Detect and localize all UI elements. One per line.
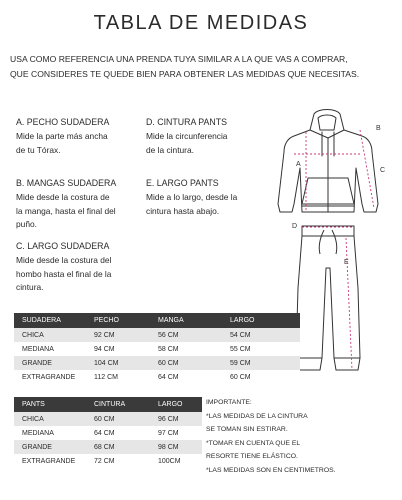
table-cell: 68 CM — [94, 440, 158, 454]
section-a-pecho — [16, 117, 109, 157]
note-line: RESORTE TIENE ELÁSTICO. — [206, 453, 298, 461]
table-cell: 60 CM — [94, 412, 158, 426]
table-cell: 104 CM — [94, 356, 158, 370]
table-row — [14, 412, 202, 426]
table-cell: GRANDE — [14, 356, 94, 370]
table-row — [14, 342, 300, 356]
section-heading: E. LARGO PANTS — [146, 178, 219, 188]
table-cell: 60 CM — [230, 370, 300, 384]
table-cell: 60 CM — [158, 356, 230, 370]
column-header: CINTURA — [94, 397, 158, 412]
table-cell: MEDIANA — [14, 342, 94, 356]
table-cell: 59 CM — [230, 356, 300, 370]
section-c-largo-sudadera — [16, 241, 111, 295]
table-cell: 94 CM — [94, 342, 158, 356]
table-row — [14, 356, 300, 370]
sudadera-size-table — [14, 313, 300, 384]
table-cell: CHICA — [14, 328, 94, 342]
table-cell: 100CM — [158, 454, 202, 468]
notes-title: IMPORTANTE: — [206, 399, 252, 406]
table-cell: 54 CM — [230, 328, 300, 342]
column-header: LARGO — [230, 313, 300, 328]
measure-lines — [294, 130, 374, 370]
table-row — [14, 440, 202, 454]
table-cell: 56 CM — [158, 328, 230, 342]
section-heading: C. LARGO SUDADERA — [16, 241, 110, 251]
table-header-row — [14, 397, 202, 412]
column-header: MANGA — [158, 313, 230, 328]
hoodie-drawing — [278, 110, 378, 213]
table-cell: 64 CM — [158, 370, 230, 384]
column-header: PECHO — [94, 313, 158, 328]
pants-drawing — [296, 226, 360, 370]
description-line: Mide la parte más ancha — [16, 131, 108, 141]
description-line: la manga, hasta el final del — [16, 205, 116, 216]
section-description — [16, 130, 109, 157]
table-cell: 72 CM — [94, 454, 158, 468]
section-heading: A. PECHO SUDADERA — [16, 117, 110, 127]
page-title: TABLA DE MEDIDAS — [93, 12, 309, 34]
table-cell: 64 CM — [94, 426, 158, 440]
note-line: *LAS MEDIDAS SON EN CENTIMETROS. — [206, 466, 336, 474]
description-line: Mide desde la costura de — [16, 192, 110, 202]
table-cell: CHICA — [14, 412, 94, 426]
section-heading: B. MANGAS SUDADERA — [16, 178, 117, 188]
description-line: Mide la circunferencia — [146, 131, 228, 141]
section-description — [16, 191, 116, 232]
intro-text — [10, 52, 402, 82]
intro-line: QUE CONSIDERES TE QUEDE BIEN PARA OBTENER LAS MEDIDAS QUE NECESITAS. — [10, 69, 360, 79]
important-notes — [206, 396, 336, 478]
label-b: B — [376, 125, 381, 132]
label-d: D — [292, 223, 298, 230]
pants-length-measure-line — [346, 238, 352, 370]
description-line: cintura hasta abajo. — [146, 205, 220, 216]
table-cell: MEDIANA — [14, 426, 94, 440]
table-row — [14, 370, 300, 384]
section-description — [146, 191, 237, 218]
note-line: SE TOMAN SIN ESTIRAR. — [206, 426, 288, 434]
label-c: C — [380, 167, 386, 174]
section-e-largo-pants — [146, 178, 237, 218]
pants-size-table — [14, 397, 202, 468]
table-cell: GRANDE — [14, 440, 94, 454]
table-cell: EXTRAGRANDE — [14, 454, 94, 468]
table-cell: 96 CM — [158, 412, 202, 426]
section-description — [146, 130, 227, 157]
section-heading: D. CINTURA PANTS — [146, 117, 227, 127]
table-cell: 92 CM — [94, 328, 158, 342]
sleeve-measure-line — [360, 130, 374, 208]
note-line: *TOMAR EN CUENTA QUE EL — [206, 439, 301, 447]
description-line: hombo hasta el final de la — [16, 268, 112, 279]
description-line: Mide desde la costura del — [16, 255, 112, 265]
column-header: SUDADERA — [14, 313, 94, 328]
column-header: PANTS — [14, 397, 94, 412]
table-cell: EXTRAGRANDE — [14, 370, 94, 384]
description-line: de tu Tórax. — [16, 144, 61, 155]
table-cell: 97 CM — [158, 426, 202, 440]
table-cell: 55 CM — [230, 342, 300, 356]
table-cell: 98 CM — [158, 440, 202, 454]
section-b-mangas — [16, 178, 116, 232]
section-description — [16, 254, 111, 295]
table-row — [14, 426, 202, 440]
intro-line: USA COMO REFERENCIA UNA PRENDA TUYA SIMILAR A LA QUE VAS A COMPRAR, — [10, 54, 348, 64]
description-line: de la cintura. — [146, 144, 194, 155]
description-line: puño. — [16, 219, 37, 229]
description-line: cintura. — [16, 282, 44, 292]
column-header: LARGO — [158, 397, 202, 412]
label-a: A — [296, 161, 301, 168]
label-e: E — [344, 259, 349, 266]
description-line: Mide a lo largo, desde la — [146, 192, 238, 202]
section-d-cintura — [146, 117, 227, 157]
table-row — [14, 454, 202, 468]
note-line: *LAS MEDIDAS DE LA CINTURA — [206, 412, 308, 420]
table-row — [14, 328, 300, 342]
table-cell: 58 CM — [158, 342, 230, 356]
table-header-row — [14, 313, 300, 328]
table-cell: 112 CM — [94, 370, 158, 384]
